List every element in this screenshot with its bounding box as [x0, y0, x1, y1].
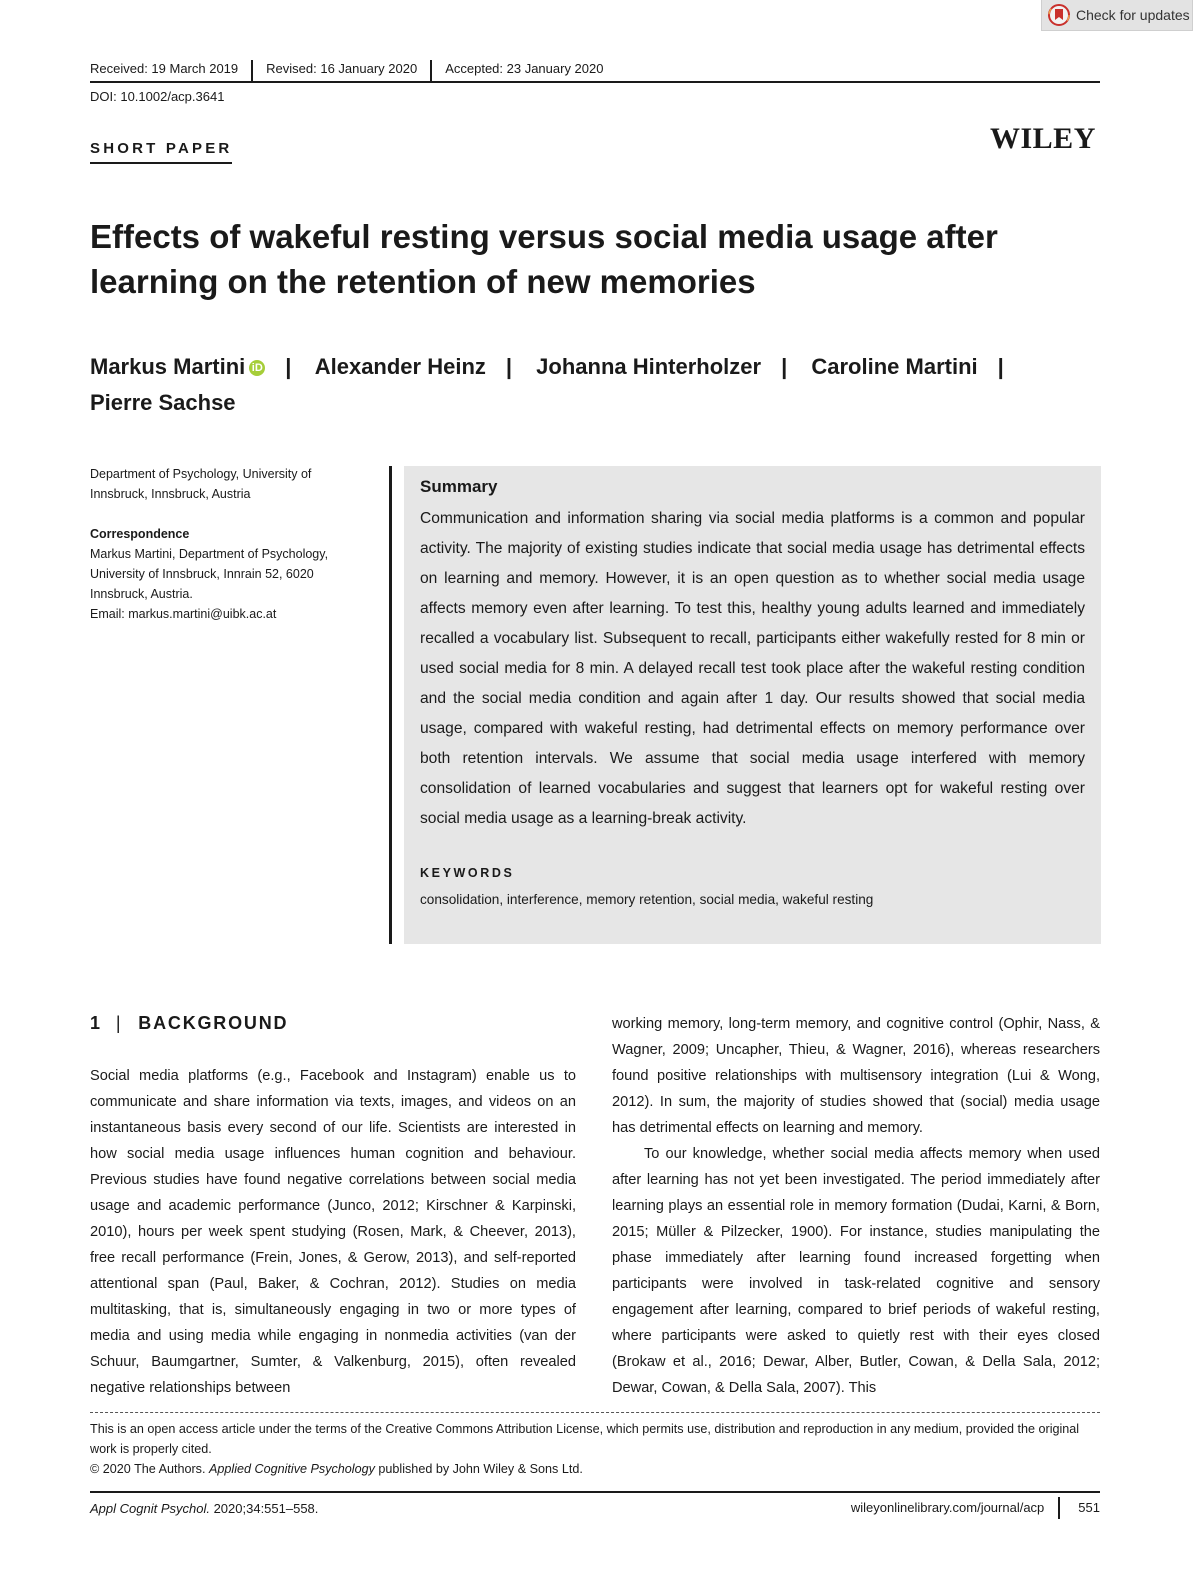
correspondence-label: Correspondence — [90, 527, 190, 541]
summary-box — [404, 466, 1101, 944]
section-heading — [90, 1011, 288, 1035]
author-separator: | — [285, 354, 292, 379]
copyright-prefix: © 2020 The Authors. — [90, 1462, 206, 1476]
license-text: This is an open access article under the terms of the Creative Commons Attribution License, which permits use, distribution and reproduction in any medium, provided the original work is properly cited. — [90, 1422, 1080, 1456]
author-list — [90, 349, 1100, 421]
affiliation-block — [90, 464, 372, 624]
check-for-updates-button[interactable] — [1041, 0, 1193, 31]
received-date: Received: 19 March 2019 — [90, 60, 253, 82]
footer-separator — [1058, 1497, 1060, 1519]
correspondence-address: Markus Martini, Department of Psychology, University of Innsbruck, Innrain 52, 6020 Innsbruck, Austria. — [90, 547, 329, 601]
journal-url[interactable]: wileyonlinelibrary.com/journal/acp — [850, 1500, 1045, 1515]
citation — [90, 1499, 318, 1519]
copyright-suffix: published by John Wiley & Sons Ltd. — [378, 1462, 583, 1476]
keywords: consolidation, interference, memory retention, social media, wakeful resting — [420, 892, 874, 907]
right-column — [612, 1011, 1100, 1401]
author-name[interactable]: Caroline Martini — [811, 354, 978, 379]
footer-right — [851, 1497, 1100, 1519]
update-badge-icon — [1048, 4, 1070, 26]
left-column — [90, 1063, 576, 1401]
department: Department of Psychology, University of Innsbruck, Innsbruck, Austria — [90, 467, 312, 501]
author-name[interactable]: Alexander Heinz — [314, 354, 486, 379]
body-paragraph: Social media platforms (e.g., Facebook and Instagram) enable us to communicate and share information via texts, images, and videos on an instantaneous basis every second of our life. Scientists are interested in how social media usage influences human cognition and behaviour. Previous studies have found negative correlations between social media usage and academic performance (Junco, 2012; Kirschner & Karpinski, 2010), hours per week spent studying (Rosen, Mark, & Cheever, 2013), free recall performance (Frein, Jones, & Gerow, 2013), and self-reported attentional span (Paul, Baker, & Cochran, 2012). Studies on media multitasking, that is, simultaneously engaging in two or more types of media and using media while engaging in nonmedia activities (van der Schuur, Baumgartner, Sumter, & Valkenburg, 2015), often revealed negative relationships between — [90, 1068, 576, 1396]
citation-journal: Appl Cognit Psychol. — [90, 1501, 210, 1516]
keywords-label: KEYWORDS — [420, 866, 515, 880]
journal-name: Applied Cognitive Psychology — [208, 1462, 375, 1476]
doi[interactable]: DOI: 10.1002/acp.3641 — [90, 89, 225, 104]
author-name[interactable]: Pierre Sachse — [90, 390, 236, 415]
author-separator: | — [505, 354, 513, 379]
footer-rule — [90, 1491, 1100, 1493]
summary-heading: Summary — [420, 477, 498, 496]
copyright-line — [90, 1459, 1100, 1479]
citation-details: 2020;34:551–558. — [213, 1501, 319, 1516]
summary-rule — [389, 466, 392, 944]
header-rule — [90, 81, 1100, 83]
license-divider — [90, 1412, 1100, 1413]
body-paragraph: working memory, long-term memory, and cognitive control (Ophir, Nass, & Wagner, 2009; Uncapher, Thieu, & Wagner, 2016), whereas researchers found positive relationships with multisensory integration (Lui & Wong, 2012). In sum, the majority of studies showed that (social) media usage has detrimental effects on learning and memory. — [612, 1016, 1100, 1136]
summary-text: Communication and information sharing via social media platforms is a common and popular activity. The majority of existing studies indicate that social media usage has detrimental effects on learning and memory. However, it is an open question as to whether social media usage affects memory even after learning. To test this, healthy young adults learned and immediately recalled a vocabulary list. Subsequent to recall, participants either wakefully rested for 8 min or used social media for 8 min. A delayed recall test took place after the wakeful resting condition and the social media condition and again after 1 day. Our results showed that social media usage, compared with wakeful resting, had detrimental effects on memory performance over both retention intervals. We assume that social media usage interfered with memory consolidation of learned vocabularies and suggest that learners opt for wakeful resting over social media usage as a learning-break activity. — [420, 510, 1085, 827]
article-type-label: SHORT PAPER — [90, 139, 232, 164]
article-dates — [90, 60, 1100, 82]
license-block — [90, 1419, 1100, 1479]
page-number: 551 — [1078, 1500, 1100, 1515]
author-separator: | — [997, 354, 1004, 379]
body-paragraph: To our knowledge, whether social media affects memory when used after learning has not yet been investigated. The period immediately after learning plays an essential role in memory formation (Dudai, Karni, & Born, 2015; Müller & Pilzecker, 1900). For instance, studies manipulating the phase immediately after learning found increased forgetting when participants were involved in task-related cognitive and sensory engagement after learning, compared to brief periods of wakeful resting, where participants were asked to quietly rest with their eyes closed (Brokaw et al., 2016; Dewar, Alber, Butler, Cowan, & Della Sala, 2012; Dewar, Cowan, & Della Sala, 2007). This — [612, 1146, 1100, 1396]
publisher-logo: WILEY — [990, 122, 1096, 155]
orcid-icon[interactable]: iD — [249, 360, 265, 376]
check-for-updates-label: Check for updates — [1076, 7, 1190, 23]
correspondence-email[interactable]: Email: markus.martini@uibk.ac.at — [90, 607, 277, 621]
author-name[interactable]: Markus Martini — [90, 354, 246, 379]
author-separator: | — [781, 354, 788, 379]
accepted-date: Accepted: 23 January 2020 — [445, 61, 604, 76]
section-number: 1 — [90, 1013, 102, 1033]
paper-title: Effects of wakeful resting versus social media usage after learning on the retention of new memories — [90, 218, 998, 300]
revised-date: Revised: 16 January 2020 — [266, 60, 432, 82]
section-title: BACKGROUND — [138, 1013, 289, 1033]
section-separator: | — [115, 1013, 123, 1033]
author-name[interactable]: Johanna Hinterholzer — [536, 354, 762, 379]
